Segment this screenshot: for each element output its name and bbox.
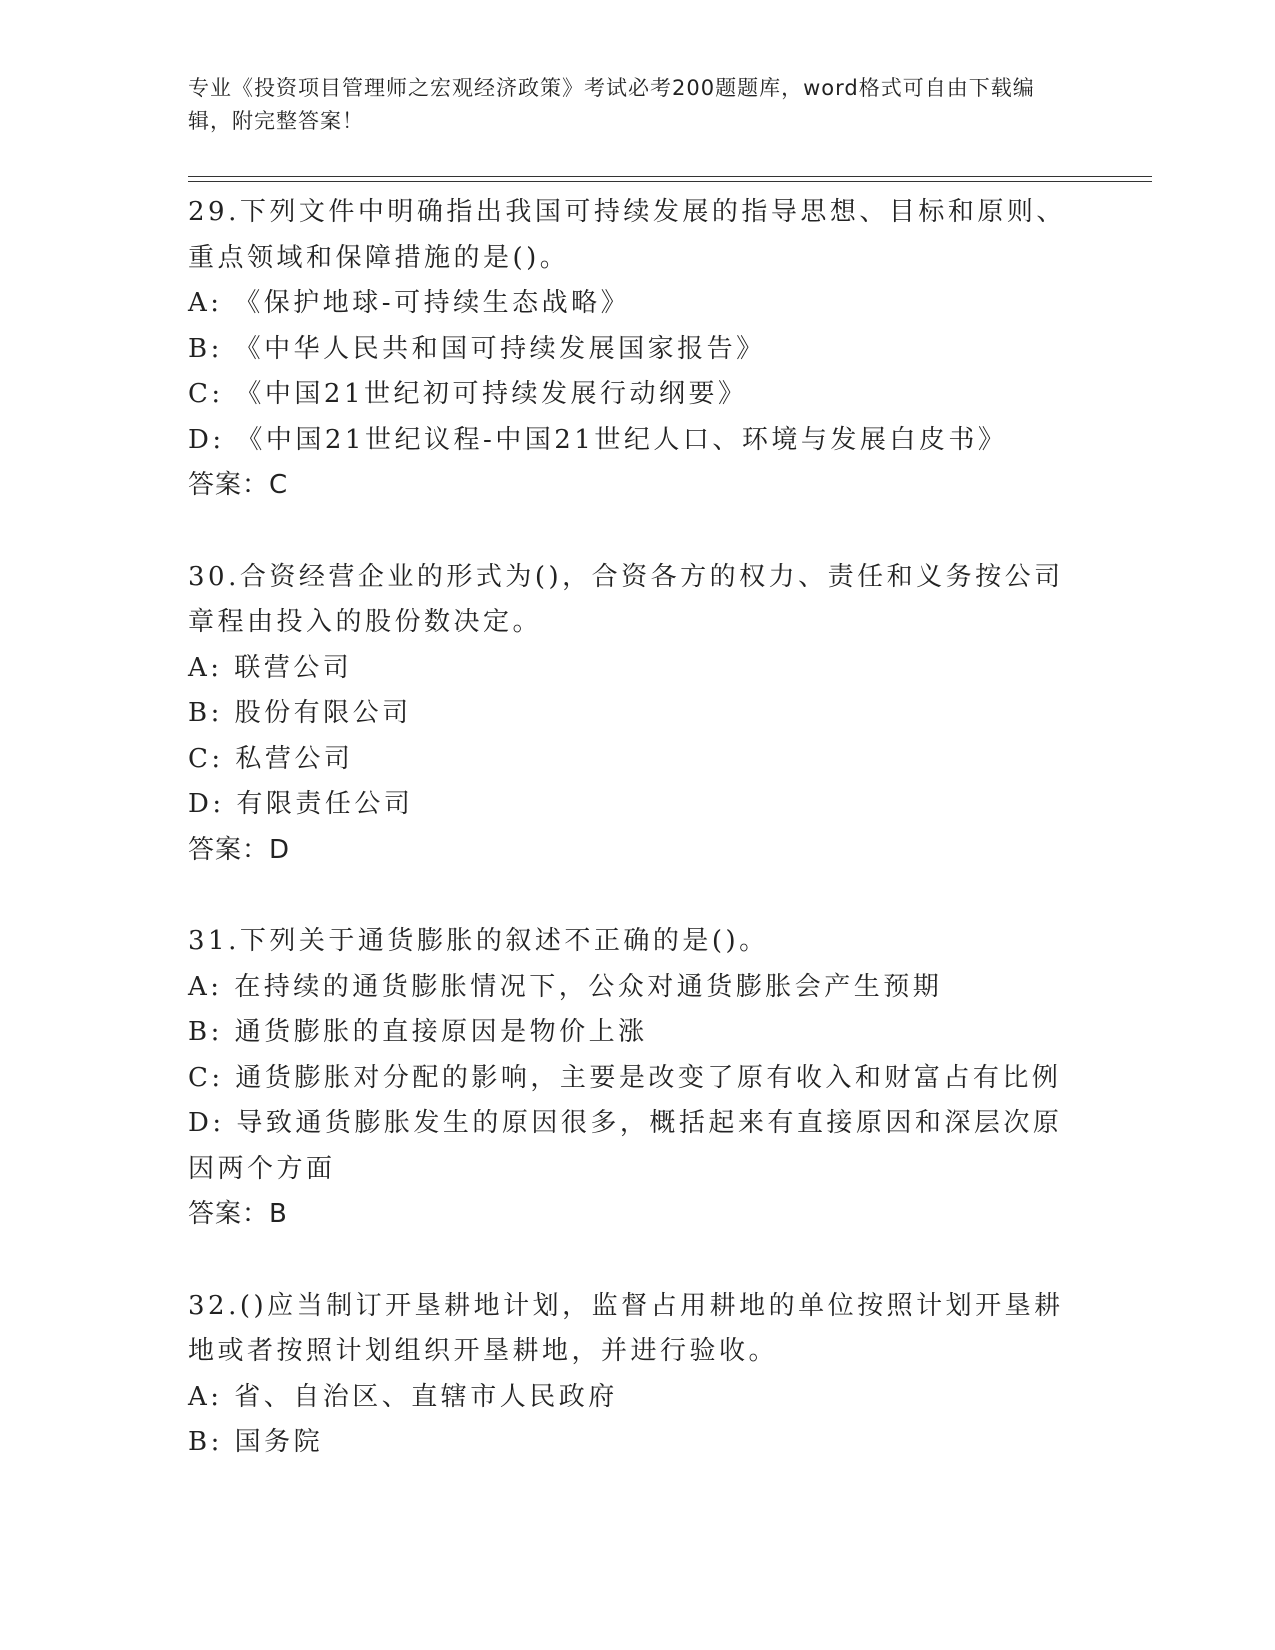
question-stem: 31.下列关于通货膨胀的叙述不正确的是()。 [188, 926, 769, 956]
option-b: B: 国务院 [188, 1427, 324, 1457]
option-a: A: 联营公司 [188, 652, 353, 683]
option-b: B: 通货膨胀的直接原因是物价上涨 [188, 1017, 648, 1047]
option-d: D: 《中国21世纪议程-中国21世纪人口、环境与发展白皮书》 [188, 424, 1008, 455]
header-divider-bottom [188, 181, 1152, 182]
option-c: C: 通货膨胀对分配的影响，主要是改变了原有收入和财富占有比例 [188, 1062, 1062, 1093]
option-a: A: 在持续的通货膨胀情况下，公众对通货膨胀会产生预期 [188, 971, 943, 1002]
option-c: C: 《中国21世纪初可持续发展行动纲要》 [188, 379, 748, 409]
option-c: C: 私营公司 [188, 743, 354, 774]
question-29 [188, 190, 1088, 509]
option-b: B: 股份有限公司 [188, 698, 412, 728]
answer-line: 答案：C [188, 470, 289, 500]
answer-line: 答案：B [188, 1199, 288, 1229]
question-stem: 32.()应当制订开垦耕地计划，监督占用耕地的单位按照计划开垦耕地或者按照计划组织开垦耕地，并进行验收。 [188, 1290, 1064, 1366]
document-header: 专业《投资项目管理师之宏观经济政策》考试必考200题题库，word格式可自由下载编辑，附完整答案！ [188, 76, 1035, 133]
question-stem: 29.下列文件中明确指出我国可持续发展的指导思想、目标和原则、重点领域和保障措施的是()。 [188, 197, 1066, 273]
question-32 [188, 1284, 1088, 1466]
option-d: D: 导致通货膨胀发生的原因很多，概括起来有直接原因和深层次原因两个方面 [188, 1108, 1063, 1184]
question-list [188, 190, 1088, 1512]
question-31 [188, 919, 1088, 1238]
question-30 [188, 555, 1088, 874]
option-a: A: 《保护地球-可持续生态战略》 [188, 288, 631, 318]
option-d: D: 有限责任公司 [188, 789, 414, 819]
question-stem: 30.合资经营企业的形式为()，合资各方的权力、责任和义务按公司章程由投入的股份数决定。 [188, 561, 1064, 637]
option-b: B: 《中华人民共和国可持续发展国家报告》 [188, 333, 766, 364]
option-a: A: 省、自治区、直辖市人民政府 [188, 1381, 618, 1412]
header-divider-top [188, 176, 1152, 177]
answer-line: 答案：D [188, 834, 291, 865]
